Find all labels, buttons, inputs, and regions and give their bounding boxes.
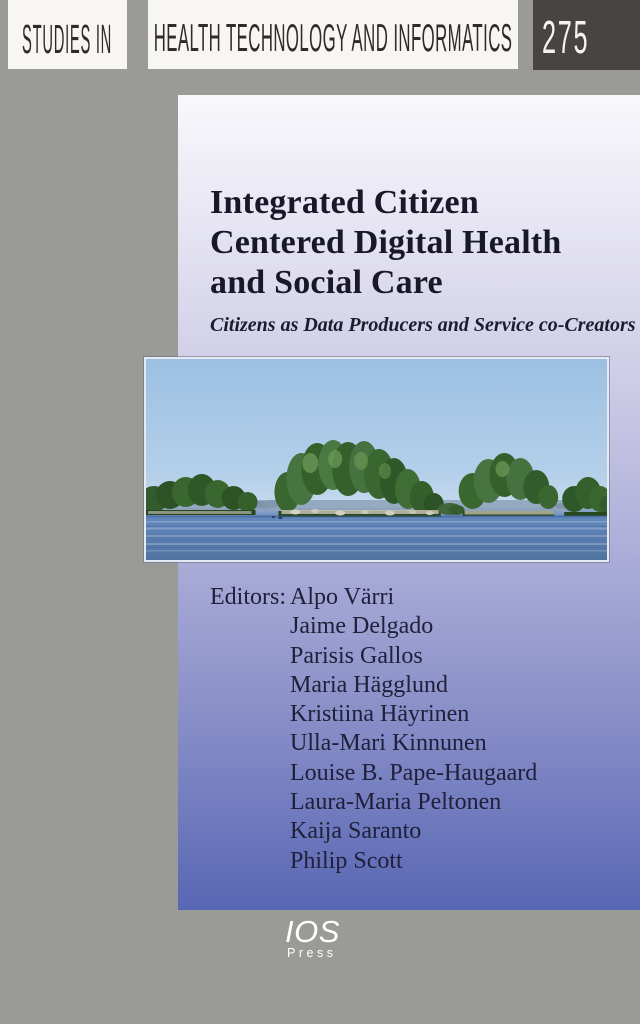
publisher-imprint: Press [287,946,337,960]
editor-name: Alpo Värri [290,584,395,610]
lake-photo [144,357,609,562]
editor-row [210,788,537,817]
series-label-health-technology-text: HEALTH TECHNOLOGY AND INFORMATICS [153,17,513,60]
editor-name: Louise B. Pape-Haugaard [290,759,538,786]
book-title [210,183,561,303]
book-title-line-2: Centered Digital Health [210,224,562,261]
editors-list [210,583,537,876]
editor-name: Ulla-Mari Kinnunen [290,730,487,757]
editor-name: Laura-Maria Peltonen [290,789,502,816]
editor-row [210,612,537,641]
editor-name: Philip Scott [290,847,403,874]
series-label-health-technology [148,0,518,69]
editors-label: Editors: [210,584,286,610]
editor-row [210,671,537,700]
book-title-line-3: and Social Care [210,264,443,301]
editor-row [210,700,537,729]
editor-row [210,847,537,876]
editor-row [210,817,537,846]
series-volume-number: 275 [542,11,590,63]
book-subtitle: Citizens as Data Producers and Service co-Creators [210,314,636,336]
book-title-line-1: Integrated Citizen [210,184,479,221]
publisher-name: IOS [285,914,340,949]
editor-name: Kristiina Häyrinen [290,701,470,728]
editor-row [210,583,537,612]
series-volume-badge [533,0,640,70]
ios-press-logo [285,914,340,960]
editor-name: Jaime Delgado [290,613,434,640]
editor-row [210,729,537,758]
series-label-studies-in-text: STUDIES IN [22,15,113,62]
editor-row [210,642,537,671]
lake-photo-illustration [146,359,607,560]
editor-name: Maria Hägglund [290,671,448,698]
editor-name: Parisis Gallos [290,642,423,669]
editor-row [210,759,537,788]
editor-name: Kaija Saranto [290,818,422,845]
series-label-studies-in [8,0,127,69]
